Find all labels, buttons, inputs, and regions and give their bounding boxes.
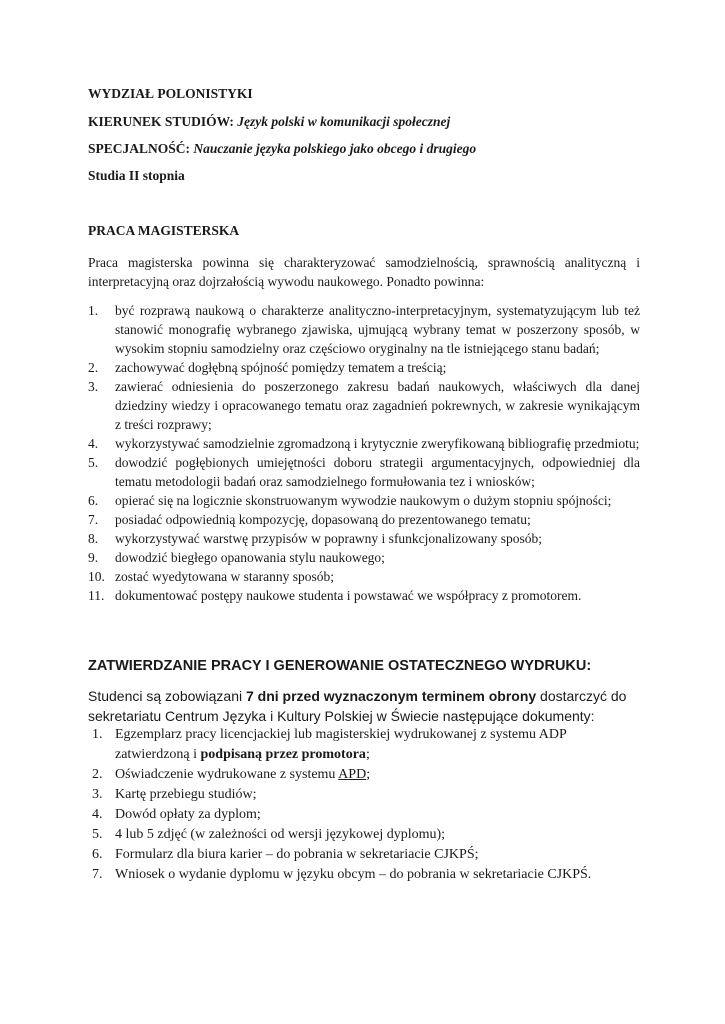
list-item xyxy=(88,785,640,805)
item-number: 4. xyxy=(92,807,103,822)
item-number: 2. xyxy=(92,767,103,782)
list-item xyxy=(88,586,640,605)
item-number: 3. xyxy=(92,787,103,802)
item-number: 5. xyxy=(88,455,99,470)
spec-value: Nauczanie języka polskiego jako obcego i drugiego xyxy=(193,141,477,156)
deadline-highlight: 7 dni przed wyznaczonym terminem obrony xyxy=(246,688,537,704)
item-number: 5. xyxy=(92,827,103,842)
approval-intro xyxy=(88,686,640,726)
item-text-end: ; xyxy=(366,767,371,782)
specialization xyxy=(88,141,476,157)
item-text-end: ; xyxy=(365,747,370,762)
item-number: 7. xyxy=(88,512,99,527)
item-text: Wniosek o wydanie dyplomu w języku obcym – do pobrania w sekretariacie CJKPŚ. xyxy=(115,867,592,882)
list-item xyxy=(88,865,640,885)
item-number: 1. xyxy=(92,727,103,742)
item-text: zostać wyedytowana w staranny sposób; xyxy=(115,569,334,584)
item-text: Egzemplarz pracy licencjackiej lub magisterskiej wydrukowanej z systemu ADP zatwierdzoną i xyxy=(115,727,567,762)
item-number: 6. xyxy=(88,493,99,508)
list-item xyxy=(88,453,640,491)
item-text: wykorzystywać samodzielnie zgromadzoną i krytycznie zweryfikowaną bibliografię przedmiotu; xyxy=(115,436,640,451)
field-value: Język polski w komunikacji społecznej xyxy=(237,114,451,129)
study-level: Studia II stopnia xyxy=(88,168,185,183)
item-number: 9. xyxy=(88,550,99,565)
item-text: dowodzić biegłego opanowania stylu naukowego; xyxy=(115,550,385,565)
item-text: zachowywać dogłębną spójność pomiędzy tematem a treścią; xyxy=(115,360,447,375)
item-number: 4. xyxy=(88,436,99,451)
item-text: Kartę przebiegu studiów; xyxy=(115,787,257,802)
faculty-heading: WYDZIAŁ POLONISTYKI xyxy=(88,86,253,101)
item-number: 10. xyxy=(88,569,105,584)
approval-intro-end: dostarczyć do sekretariatu Centrum Języka i Kultury Polskiej w Świecie następujące dokumenty: xyxy=(88,688,627,724)
list-item xyxy=(88,765,640,785)
item-text: być rozprawą naukową o charakterze analityczno-interpretacyjnym, systematyzującym lub też stanowić monografię wybranego zjawiska, ujmującą wybrany temat w poszerzony sposób, w wysokim stopniu samodzielny oraz częściowo oryginalny na tle istniejącego stanu badań; xyxy=(115,303,640,356)
list-item xyxy=(88,301,640,358)
list-item xyxy=(88,491,640,510)
field-label: KIERUNEK STUDIÓW: xyxy=(88,114,234,129)
item-number: 8. xyxy=(88,531,99,546)
item-text: Formularz dla biura karier – do pobrania w sekretariacie CJKPŚ; xyxy=(115,847,479,862)
item-text: wykorzystywać warstwę przypisów w poprawny i sfunkcjonalizowany sposób; xyxy=(115,531,543,546)
item-text: Oświadczenie wydrukowane z systemu xyxy=(115,767,339,782)
list-item xyxy=(88,725,640,765)
list-item xyxy=(88,377,640,434)
item-text: zawierać odniesienia do poszerzonego zakresu badań naukowych, właściwych dla danej dziedziny wiedzy i opracowanego tematu oraz zagadnień pokrewnych, w zakresie wynikającym z treści rozprawy; xyxy=(115,379,640,432)
item-number: 2. xyxy=(88,360,99,375)
approval-intro-start: Studenci są zobowiązani xyxy=(88,688,246,704)
item-number: 3. xyxy=(88,379,99,394)
list-item xyxy=(88,825,640,845)
item-text: dokumentować postępy naukowe studenta i powstawać we współpracy z promotorem. xyxy=(115,588,582,603)
item-text: opierać się na logicznie skonstruowanym wywodzie naukowym o dużym stopniu spójności; xyxy=(115,493,612,508)
list-item xyxy=(88,805,640,825)
thesis-title: PRACA MAGISTERSKA xyxy=(88,223,240,238)
item-number: 11. xyxy=(88,588,105,603)
field-of-study xyxy=(88,114,450,130)
list-item xyxy=(88,510,640,529)
item-text: Dowód opłaty za dyplom; xyxy=(115,807,261,822)
item-number: 6. xyxy=(92,847,103,862)
promoter-signature-note: podpisaną przez promotora xyxy=(200,747,366,762)
thesis-intro: Praca magisterska powinna się charakteryzować samodzielnością, sprawnością analityczną i interpretacyjną oraz dojrzałością wywodu naukowego. Ponadto powinna: xyxy=(88,255,640,289)
item-text: 4 lub 5 zdjęć (w zależności od wersji językowej dyplomu); xyxy=(115,827,446,842)
list-item xyxy=(88,529,640,548)
item-text: posiadać odpowiednią kompozycję, dopasowaną do prezentowanego tematu; xyxy=(115,512,531,527)
spec-label: SPECJALNOŚĆ: xyxy=(88,141,191,156)
list-item xyxy=(88,358,640,377)
approval-title: ZATWIERDZANIE PRACY I GENEROWANIE OSTATECZNEGO WYDRUKU: xyxy=(88,658,592,674)
list-item xyxy=(88,434,640,453)
requirements-list xyxy=(88,301,640,605)
apd-link[interactable]: APD xyxy=(338,767,367,782)
list-item xyxy=(88,548,640,567)
item-number: 1. xyxy=(88,303,99,318)
item-text: dowodzić pogłębionych umiejętności doboru strategii argumentacyjnych, odpowiedniej dla tematu metodologii badań oraz samodzielnego formułowania tez i wniosków; xyxy=(115,455,640,489)
list-item xyxy=(88,567,640,586)
item-number: 7. xyxy=(92,867,103,882)
list-item xyxy=(88,845,640,865)
documents-list xyxy=(88,725,640,885)
